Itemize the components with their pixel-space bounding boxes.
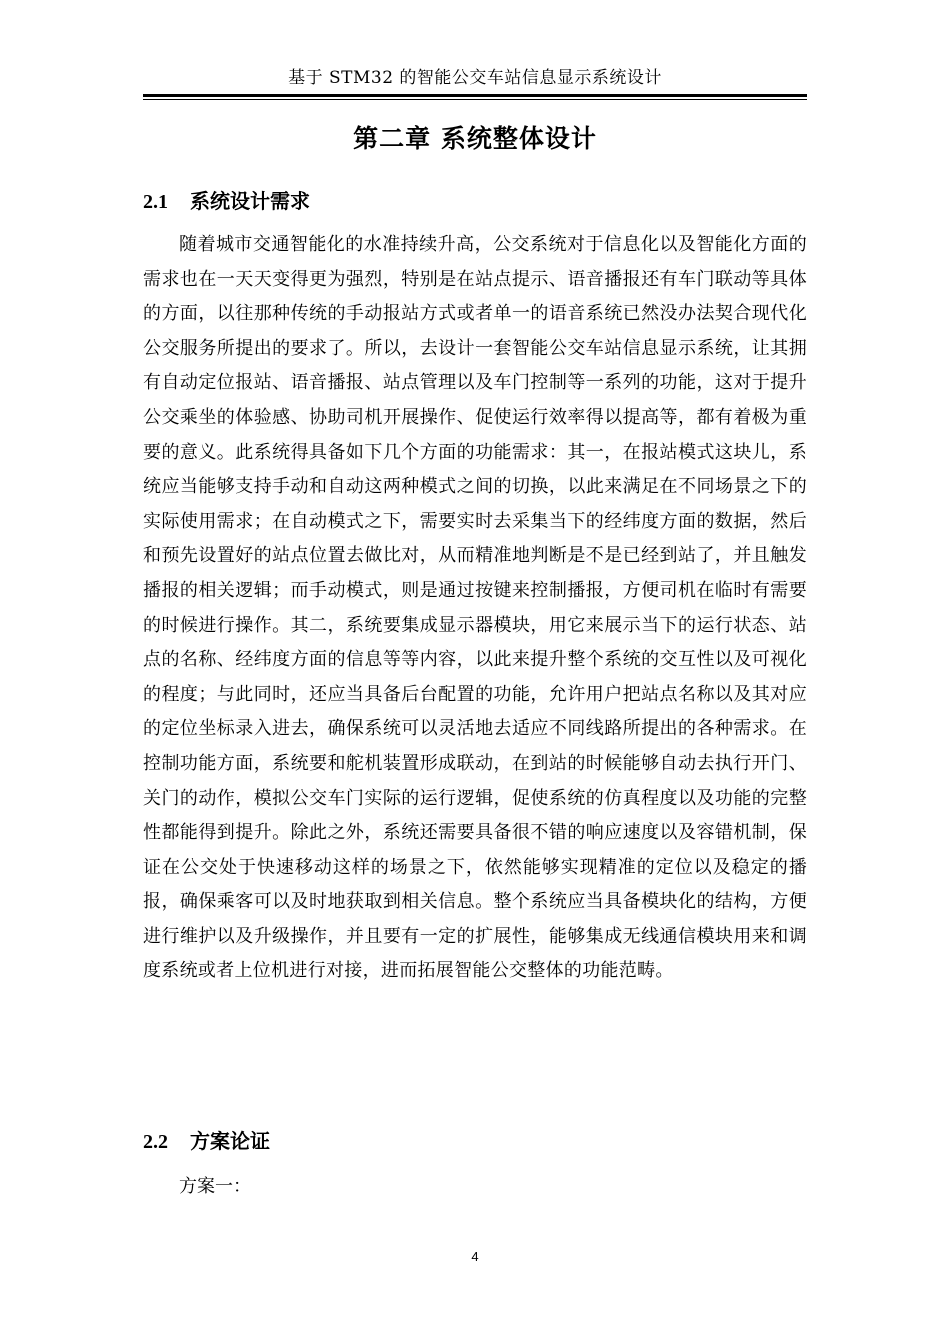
section-title: 系统设计需求 [189,189,310,213]
section-title: 方案论证 [189,1129,270,1153]
section-number: 2.2 [143,1131,168,1153]
running-header: 基于 STM32 的智能公交车站信息显示系统设计 [288,68,662,88]
page-number: 4 [471,1249,479,1264]
header-rule-thin [143,99,807,100]
section-number: 2.1 [143,191,168,213]
scheme-one-label: 方案一： [179,1176,251,1197]
section-heading-2-1 [143,186,310,217]
section-heading-2-2 [143,1126,270,1157]
header-rule-thick [143,94,807,97]
body-paragraph: 随着城市交通智能化的水准持续升高，公交系统对于信息化以及智能化方面的需求也在一天天变得更为强烈，特别是在站点提示、语音播报还有车门联动等具体的方面，以往那种传统的手动报站方式或者单一的语音系统已然没办法契合现代化公交服务所提出的要求了。所以，去设计一套智能公交车站信息显示系统，让其拥有自动定位报站、语音播报、站点管理以及车门控制等一系列的功能，这对于提升公交乘坐的体验感、协助司机开展操作、促使运行效率得以提高等，都有着极为重要的意义。此系统得具备如下几个方面的功能需求：其一，在报站模式这块儿，系统应当能够支持手动和自动这两种模式之间的切换，以此来满足在不同场景之下的实际使用需求；在自动模式之下，需要实时去采集当下的经纬度方面的数据，然后和预先设置好的站点位置去做比对，从而精准地判断是不是已经到站了，并且触发播报的相关逻辑；而手动模式，则是通过按键来控制播报，方便司机在临时有需要的时候进行操作。其二，系统要集成显示器模块，用它来展示当下的运行状态、站点的名称、经纬度方面的信息等等内容，以此来提升整个系统的交互性以及可视化的程度；与此同时，还应当具备后台配置的功能，允许用户把站点名称以及其对应的定位坐标录入进去，确保系统可以灵活地去适应不同线路所提出的各种需求。在控制功能方面，系统要和舵机装置形成联动，在到站的时候能够自动去执行开门、关门的动作，模拟公交车门实际的运行逻辑，促使系统的仿真程度以及功能的完整性都能得到提升。除此之外，系统还需要具备很不错的响应速度以及容错机制，保证在公交处于快速移动这样的场景之下，依然能够实现精准的定位以及稳定的播报，确保乘客可以及时地获取到相关信息。整个系统应当具备模块化的结构，方便进行维护以及升级操作，并且要有一定的扩展性，能够集成无线通信模块用来和调度系统或者上位机进行对接，进而拓展智能公交整体的功能范畴。 [143,234,807,982]
chapter-title: 第二章 系统整体设计 [353,124,597,153]
